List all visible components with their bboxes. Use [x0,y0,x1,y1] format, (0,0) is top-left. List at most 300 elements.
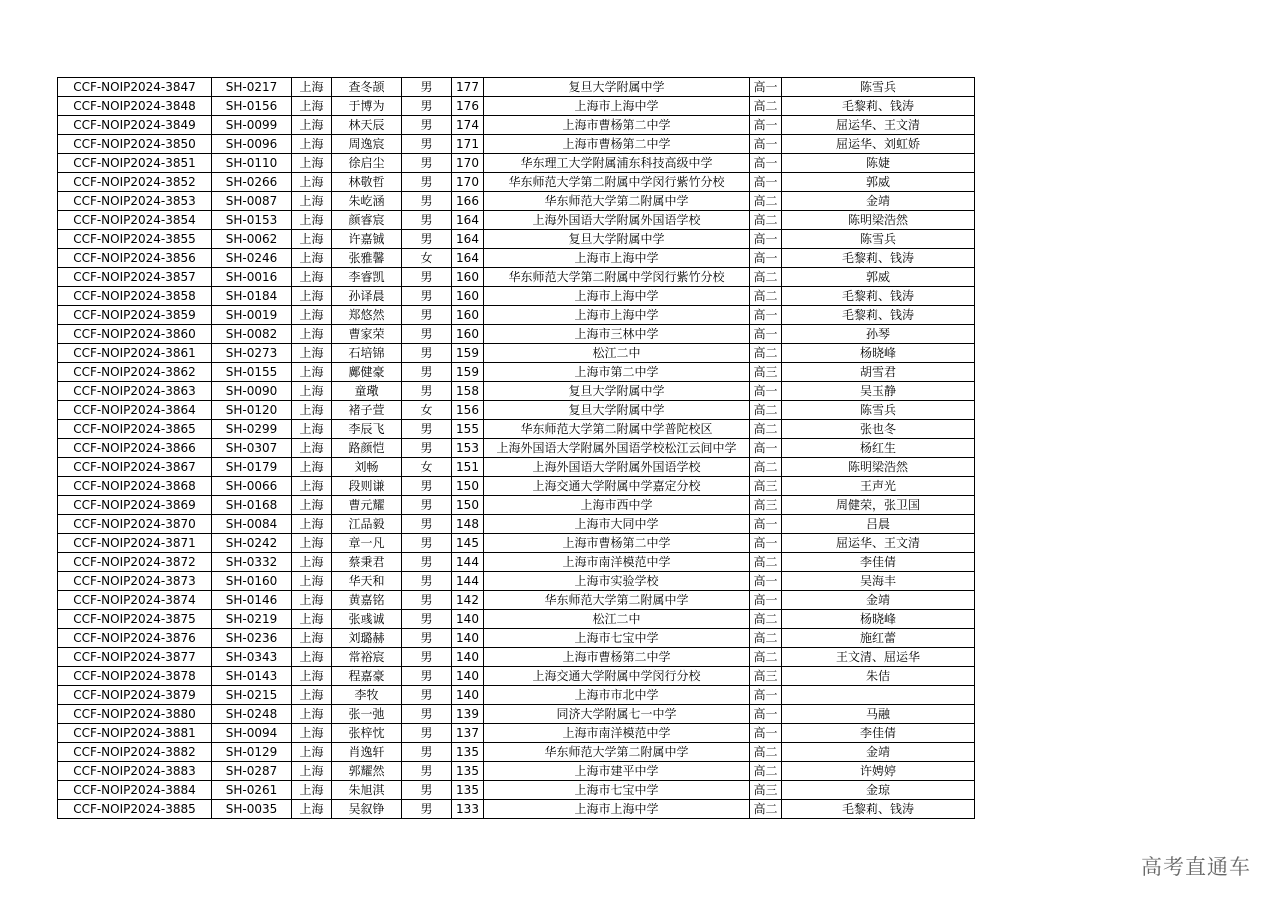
student-name-cell: 褚子萱 [332,401,402,420]
student-code-cell: SH-0084 [212,515,292,534]
registration-id-cell: CCF-NOIP2024-3851 [58,154,212,173]
registration-id-cell: CCF-NOIP2024-3857 [58,268,212,287]
coach-cell: 吴玉静 [782,382,975,401]
grade-cell: 高二 [750,743,782,762]
registration-id-cell: CCF-NOIP2024-3871 [58,534,212,553]
watermark-text: 高考直通车 [1141,855,1251,879]
student-name-cell: 郭耀然 [332,762,402,781]
coach-cell: 吴海丰 [782,572,975,591]
table-row [58,458,975,477]
score-cell: 158 [452,382,484,401]
student-name-cell: 周逸宸 [332,135,402,154]
gender-cell: 女 [402,458,452,477]
coach-cell: 王声光 [782,477,975,496]
student-code-cell: SH-0215 [212,686,292,705]
registration-id-cell: CCF-NOIP2024-3864 [58,401,212,420]
registration-id-cell: CCF-NOIP2024-3865 [58,420,212,439]
table-row [58,629,975,648]
region-cell: 上海 [292,192,332,211]
score-cell: 142 [452,591,484,610]
score-cell: 166 [452,192,484,211]
school-cell: 上海市第二中学 [484,363,750,382]
gender-cell: 男 [402,515,452,534]
gender-cell: 男 [402,382,452,401]
grade-cell: 高一 [750,705,782,724]
school-cell: 上海市七宝中学 [484,629,750,648]
school-cell: 上海外国语大学附属外国语学校 [484,458,750,477]
region-cell: 上海 [292,173,332,192]
score-cell: 137 [452,724,484,743]
student-code-cell: SH-0184 [212,287,292,306]
gender-cell: 男 [402,287,452,306]
grade-cell: 高一 [750,439,782,458]
registration-id-cell: CCF-NOIP2024-3867 [58,458,212,477]
grade-cell: 高二 [750,800,782,819]
student-code-cell: SH-0035 [212,800,292,819]
student-code-cell: SH-0261 [212,781,292,800]
region-cell: 上海 [292,97,332,116]
score-cell: 135 [452,762,484,781]
student-name-cell: 段则谦 [332,477,402,496]
table-row [58,686,975,705]
gender-cell: 男 [402,610,452,629]
student-code-cell: SH-0129 [212,743,292,762]
grade-cell: 高二 [750,344,782,363]
coach-cell: 吕晨 [782,515,975,534]
grade-cell: 高二 [750,211,782,230]
score-cell: 140 [452,648,484,667]
gender-cell: 男 [402,268,452,287]
coach-cell: 杨红生 [782,439,975,458]
student-name-cell: 章一凡 [332,534,402,553]
school-cell: 松江二中 [484,610,750,629]
registration-id-cell: CCF-NOIP2024-3883 [58,762,212,781]
student-code-cell: SH-0096 [212,135,292,154]
school-cell: 上海市上海中学 [484,800,750,819]
score-cell: 160 [452,268,484,287]
student-name-cell: 程嘉豪 [332,667,402,686]
region-cell: 上海 [292,78,332,97]
coach-cell: 陈明梁浩然 [782,458,975,477]
student-name-cell: 颜睿宸 [332,211,402,230]
coach-cell: 毛黎莉、钱涛 [782,800,975,819]
score-cell: 140 [452,686,484,705]
score-cell: 160 [452,306,484,325]
coach-cell: 屈运华、王文清 [782,116,975,135]
student-code-cell: SH-0153 [212,211,292,230]
student-name-cell: 朱旭淇 [332,781,402,800]
registration-id-cell: CCF-NOIP2024-3853 [58,192,212,211]
registration-id-cell: CCF-NOIP2024-3878 [58,667,212,686]
coach-cell: 陈雪兵 [782,78,975,97]
coach-cell: 毛黎莉、钱涛 [782,97,975,116]
table-body [58,78,975,819]
score-cell: 150 [452,477,484,496]
score-cell: 140 [452,610,484,629]
student-code-cell: SH-0110 [212,154,292,173]
coach-cell: 金靖 [782,743,975,762]
region-cell: 上海 [292,211,332,230]
gender-cell: 男 [402,420,452,439]
student-code-cell: SH-0019 [212,306,292,325]
student-code-cell: SH-0155 [212,363,292,382]
gender-cell: 男 [402,306,452,325]
registration-id-cell: CCF-NOIP2024-3862 [58,363,212,382]
coach-cell: 朱佶 [782,667,975,686]
coach-cell: 金琼 [782,781,975,800]
school-cell: 复旦大学附属中学 [484,382,750,401]
student-code-cell: SH-0217 [212,78,292,97]
registration-id-cell: CCF-NOIP2024-3880 [58,705,212,724]
registration-id-cell: CCF-NOIP2024-3849 [58,116,212,135]
grade-cell: 高三 [750,363,782,382]
grade-cell: 高二 [750,610,782,629]
gender-cell: 男 [402,648,452,667]
registration-id-cell: CCF-NOIP2024-3870 [58,515,212,534]
gender-cell: 男 [402,116,452,135]
registration-id-cell: CCF-NOIP2024-3850 [58,135,212,154]
score-cell: 155 [452,420,484,439]
score-cell: 135 [452,743,484,762]
grade-cell: 高一 [750,173,782,192]
region-cell: 上海 [292,401,332,420]
table-row [58,211,975,230]
gender-cell: 男 [402,135,452,154]
table-row [58,724,975,743]
school-cell: 松江二中 [484,344,750,363]
region-cell: 上海 [292,268,332,287]
grade-cell: 高二 [750,553,782,572]
table-row [58,344,975,363]
grade-cell: 高一 [750,572,782,591]
school-cell: 上海市实验学校 [484,572,750,591]
student-code-cell: SH-0143 [212,667,292,686]
score-cell: 144 [452,572,484,591]
student-code-cell: SH-0146 [212,591,292,610]
school-cell: 复旦大学附属中学 [484,230,750,249]
registration-id-cell: CCF-NOIP2024-3848 [58,97,212,116]
school-cell: 华东师范大学第二附属中学 [484,192,750,211]
student-code-cell: SH-0307 [212,439,292,458]
gender-cell: 男 [402,154,452,173]
student-code-cell: SH-0236 [212,629,292,648]
registration-id-cell: CCF-NOIP2024-3854 [58,211,212,230]
student-code-cell: SH-0219 [212,610,292,629]
table-row [58,230,975,249]
table-row [58,287,975,306]
table-row [58,781,975,800]
student-code-cell: SH-0287 [212,762,292,781]
grade-cell: 高一 [750,686,782,705]
table-row [58,154,975,173]
grade-cell: 高一 [750,591,782,610]
score-cell: 150 [452,496,484,515]
gender-cell: 男 [402,496,452,515]
registration-id-cell: CCF-NOIP2024-3881 [58,724,212,743]
registration-id-cell: CCF-NOIP2024-3868 [58,477,212,496]
gender-cell: 男 [402,781,452,800]
grade-cell: 高三 [750,667,782,686]
registration-id-cell: CCF-NOIP2024-3856 [58,249,212,268]
coach-cell: 李佳倩 [782,553,975,572]
region-cell: 上海 [292,686,332,705]
gender-cell: 男 [402,553,452,572]
student-code-cell: SH-0179 [212,458,292,477]
school-cell: 上海市曹杨第二中学 [484,648,750,667]
school-cell: 华东师范大学第二附属中学 [484,591,750,610]
grade-cell: 高二 [750,629,782,648]
gender-cell: 男 [402,762,452,781]
grade-cell: 高二 [750,420,782,439]
coach-cell: 屈运华、王文清 [782,534,975,553]
coach-cell: 王文清、屈运华 [782,648,975,667]
school-cell: 同济大学附属七一中学 [484,705,750,724]
gender-cell: 男 [402,724,452,743]
registration-id-cell: CCF-NOIP2024-3860 [58,325,212,344]
region-cell: 上海 [292,420,332,439]
table-row [58,268,975,287]
table-row [58,667,975,686]
school-cell: 上海市建平中学 [484,762,750,781]
student-name-cell: 朱屹涵 [332,192,402,211]
student-code-cell: SH-0332 [212,553,292,572]
school-cell: 上海市曹杨第二中学 [484,135,750,154]
gender-cell: 男 [402,591,452,610]
gender-cell: 男 [402,477,452,496]
score-cell: 159 [452,363,484,382]
coach-cell: 李佳倩 [782,724,975,743]
table-row [58,553,975,572]
coach-cell: 毛黎莉、钱涛 [782,249,975,268]
grade-cell: 高一 [750,724,782,743]
grade-cell: 高三 [750,477,782,496]
region-cell: 上海 [292,496,332,515]
table-row [58,762,975,781]
gender-cell: 男 [402,230,452,249]
table-row [58,515,975,534]
score-cell: 164 [452,249,484,268]
region-cell: 上海 [292,800,332,819]
gender-cell: 男 [402,192,452,211]
student-name-cell: 李辰飞 [332,420,402,439]
school-cell: 华东师范大学第二附属中学闵行紫竹分校 [484,268,750,287]
school-cell: 上海市上海中学 [484,287,750,306]
score-cell: 164 [452,230,484,249]
table-row [58,401,975,420]
school-cell: 华东师范大学第二附属中学闵行紫竹分校 [484,173,750,192]
student-code-cell: SH-0242 [212,534,292,553]
score-cell: 144 [452,553,484,572]
school-cell: 上海市大同中学 [484,515,750,534]
table-row [58,306,975,325]
student-code-cell: SH-0082 [212,325,292,344]
coach-cell: 毛黎莉、钱涛 [782,287,975,306]
score-cell: 145 [452,534,484,553]
student-code-cell: SH-0246 [212,249,292,268]
registration-id-cell: CCF-NOIP2024-3861 [58,344,212,363]
table-row [58,192,975,211]
student-name-cell: 孙译晨 [332,287,402,306]
school-cell: 复旦大学附属中学 [484,78,750,97]
grade-cell: 高一 [750,306,782,325]
table-row [58,591,975,610]
region-cell: 上海 [292,610,332,629]
student-name-cell: 张梓忱 [332,724,402,743]
table-row [58,534,975,553]
gender-cell: 男 [402,97,452,116]
grade-cell: 高一 [750,116,782,135]
school-cell: 上海市上海中学 [484,306,750,325]
results-table [57,77,975,819]
grade-cell: 高一 [750,135,782,154]
coach-cell: 郭威 [782,268,975,287]
score-cell: 170 [452,154,484,173]
coach-cell: 陈雪兵 [782,230,975,249]
student-name-cell: 鄺健豪 [332,363,402,382]
school-cell: 上海交通大学附属中学嘉定分校 [484,477,750,496]
region-cell: 上海 [292,762,332,781]
region-cell: 上海 [292,382,332,401]
table-row [58,496,975,515]
registration-id-cell: CCF-NOIP2024-3884 [58,781,212,800]
grade-cell: 高一 [750,230,782,249]
coach-cell: 陈雪兵 [782,401,975,420]
gender-cell: 男 [402,363,452,382]
coach-cell: 张也冬 [782,420,975,439]
gender-cell: 男 [402,439,452,458]
student-code-cell: SH-0160 [212,572,292,591]
coach-cell: 金靖 [782,192,975,211]
school-cell: 上海市南洋模范中学 [484,553,750,572]
gender-cell: 男 [402,629,452,648]
grade-cell: 高二 [750,648,782,667]
table-row [58,420,975,439]
grade-cell: 高二 [750,97,782,116]
student-name-cell: 徐启尘 [332,154,402,173]
student-code-cell: SH-0099 [212,116,292,135]
region-cell: 上海 [292,230,332,249]
school-cell: 上海市七宝中学 [484,781,750,800]
student-name-cell: 刘畅 [332,458,402,477]
table-row [58,705,975,724]
gender-cell: 男 [402,78,452,97]
gender-cell: 男 [402,800,452,819]
score-cell: 140 [452,667,484,686]
student-name-cell: 路颜恺 [332,439,402,458]
student-code-cell: SH-0066 [212,477,292,496]
student-code-cell: SH-0016 [212,268,292,287]
table-row [58,572,975,591]
coach-cell: 杨晓峰 [782,344,975,363]
registration-id-cell: CCF-NOIP2024-3866 [58,439,212,458]
gender-cell: 女 [402,401,452,420]
region-cell: 上海 [292,667,332,686]
student-code-cell: SH-0120 [212,401,292,420]
score-cell: 156 [452,401,484,420]
coach-cell: 孙琴 [782,325,975,344]
school-cell: 上海市三林中学 [484,325,750,344]
score-cell: 174 [452,116,484,135]
table-row [58,610,975,629]
region-cell: 上海 [292,154,332,173]
registration-id-cell: CCF-NOIP2024-3874 [58,591,212,610]
student-name-cell: 黄嘉铭 [332,591,402,610]
registration-id-cell: CCF-NOIP2024-3877 [58,648,212,667]
registration-id-cell: CCF-NOIP2024-3869 [58,496,212,515]
table-row [58,439,975,458]
region-cell: 上海 [292,591,332,610]
score-cell: 171 [452,135,484,154]
registration-id-cell: CCF-NOIP2024-3876 [58,629,212,648]
score-cell: 160 [452,325,484,344]
score-cell: 177 [452,78,484,97]
score-cell: 153 [452,439,484,458]
school-cell: 复旦大学附属中学 [484,401,750,420]
student-code-cell: SH-0299 [212,420,292,439]
region-cell: 上海 [292,705,332,724]
region-cell: 上海 [292,287,332,306]
region-cell: 上海 [292,344,332,363]
coach-cell: 杨晓峰 [782,610,975,629]
score-cell: 139 [452,705,484,724]
student-name-cell: 查冬颉 [332,78,402,97]
registration-id-cell: CCF-NOIP2024-3885 [58,800,212,819]
coach-cell: 马融 [782,705,975,724]
table-row [58,325,975,344]
student-name-cell: 张彧诚 [332,610,402,629]
student-code-cell: SH-0090 [212,382,292,401]
school-cell: 上海市上海中学 [484,249,750,268]
coach-cell [782,686,975,705]
grade-cell: 高一 [750,154,782,173]
table-row [58,743,975,762]
grade-cell: 高一 [750,382,782,401]
grade-cell: 高二 [750,762,782,781]
coach-cell: 胡雪君 [782,363,975,382]
gender-cell: 男 [402,211,452,230]
student-name-cell: 童璥 [332,382,402,401]
region-cell: 上海 [292,553,332,572]
grade-cell: 高三 [750,496,782,515]
registration-id-cell: CCF-NOIP2024-3858 [58,287,212,306]
student-name-cell: 曹家荣 [332,325,402,344]
school-cell: 华东师范大学第二附属中学普陀校区 [484,420,750,439]
student-name-cell: 张一弛 [332,705,402,724]
coach-cell: 陈婕 [782,154,975,173]
registration-id-cell: CCF-NOIP2024-3852 [58,173,212,192]
table-row [58,97,975,116]
gender-cell: 男 [402,667,452,686]
region-cell: 上海 [292,458,332,477]
score-cell: 170 [452,173,484,192]
coach-cell: 许娉婷 [782,762,975,781]
region-cell: 上海 [292,325,332,344]
region-cell: 上海 [292,439,332,458]
score-cell: 135 [452,781,484,800]
student-name-cell: 李牧 [332,686,402,705]
table-row [58,363,975,382]
grade-cell: 高二 [750,268,782,287]
coach-cell: 金靖 [782,591,975,610]
registration-id-cell: CCF-NOIP2024-3855 [58,230,212,249]
school-cell: 上海市曹杨第二中学 [484,116,750,135]
gender-cell: 男 [402,572,452,591]
coach-cell: 施红蕾 [782,629,975,648]
grade-cell: 高二 [750,192,782,211]
coach-cell: 郭威 [782,173,975,192]
gender-cell: 女 [402,249,452,268]
score-cell: 148 [452,515,484,534]
